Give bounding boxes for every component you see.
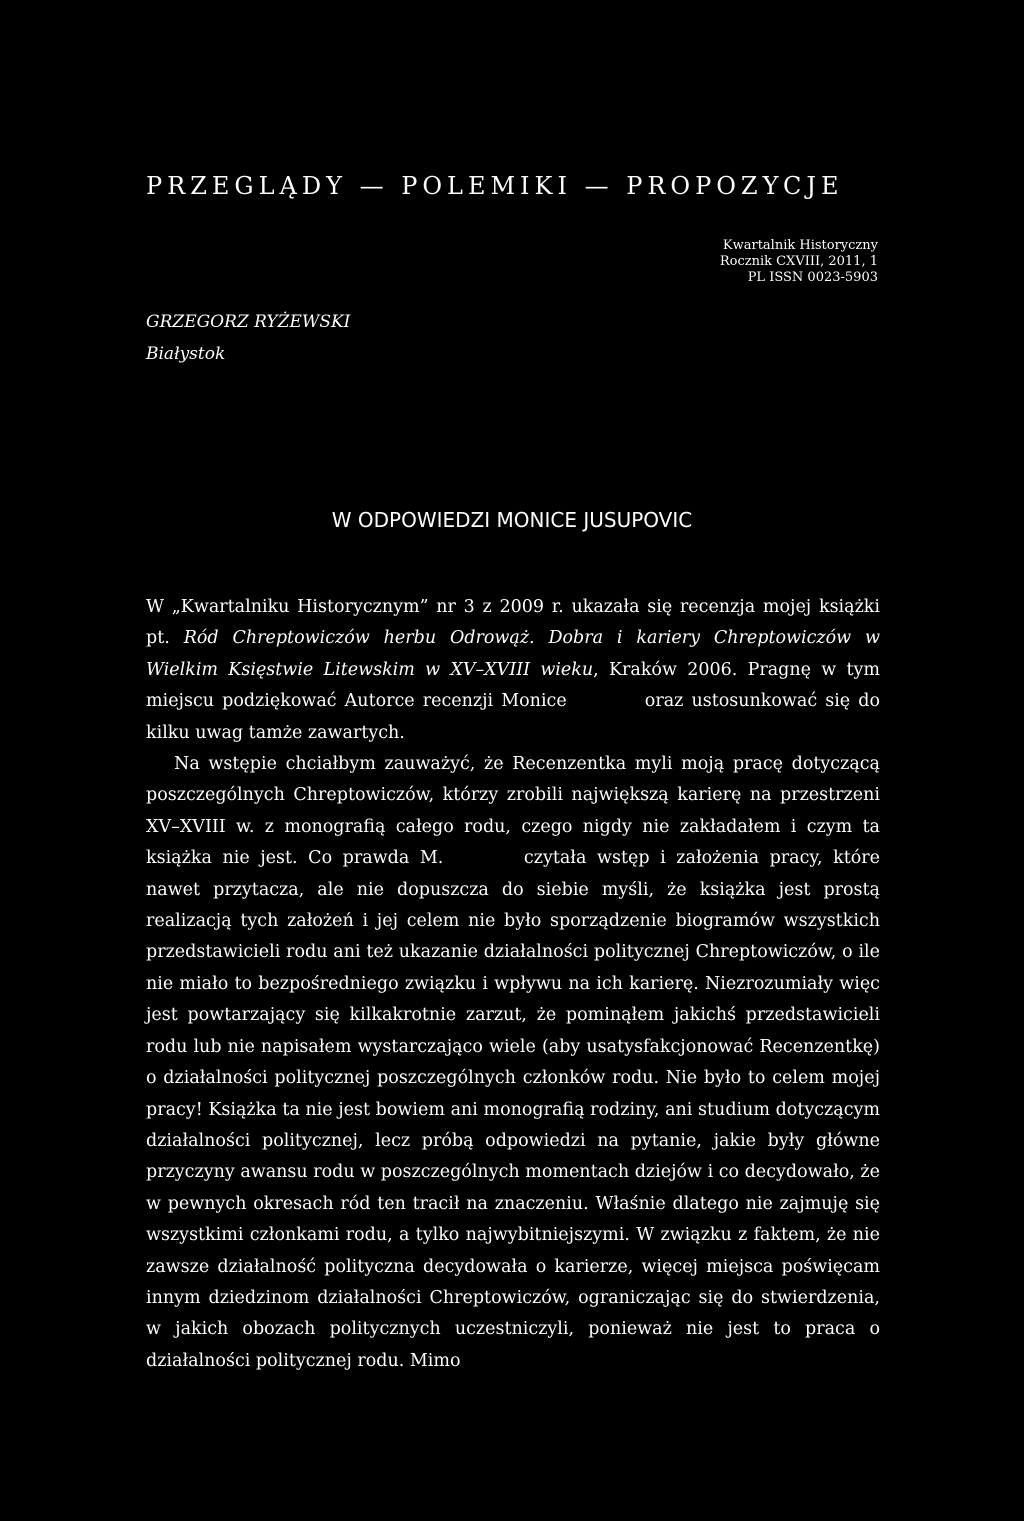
author-block (146, 306, 350, 370)
section-header: PRZEGLĄDY — POLEMIKI — PROPOZYCJE (146, 172, 844, 200)
journal-volume: Rocznik CXVIII, 2011, 1 (719, 254, 878, 269)
paragraph-2 (146, 749, 880, 1377)
author-affiliation: Białystok (146, 344, 226, 364)
paragraph-2-text-2: czytała wstęp i założenia pracy, które nawet przytacza, ale nie dopuszcza do siebie myśli, że książka jest prostą realizacją tych założeń i jej celem nie było sporządzenie biogramów wszystkich przedstawicieli rodu ani też ukazanie działalności politycznej Chreptowiczów, o ile nie miało to bezpośredniego związku i wpływu na ich karierę. Niezrozumiały więc jest powtarzający się kilkakrotnie zarzut, że pominąłem jakichś przedstawicieli rodu lub nie napisałem wystarczająco wiele (aby usatysfakcjonować Recenzentkę) o działalności politycznej poszczególnych członków rodu. Nie było to celem mojej pracy! Książka ta nie jest bowiem ani monografią rodziny, ani studium dotyczącym działalności politycznej, lecz próbą odpowiedzi na pytanie, jakie były główne przyczyny awansu rodu w poszczególnych momentach dziejów i co decydowało, że w pewnych okresach ród ten tracił na znaczeniu. Właśnie dlatego nie zajmuję się wszystkimi członkami rodu, a tylko najwybitniejszymi. W związku z faktem, że nie zawsze działalność polityczna decydowała o karierze, więcej miejsca poświęcam innym dziedzinom działalności Chreptowiczów, ograniczając się do stwierdzenia, w jakich obozach politycznych uczestniczyli, ponieważ nie jest to praca o działalności politycznej rodu. Mimo (146, 848, 880, 1371)
article-body (146, 592, 880, 1377)
article-title: W ODPOWIEDZI MONICE JUSUPOVIC (331, 508, 693, 532)
paragraph-2-text: Na wstępie chciałbym zauważyć, że Recenzentka myli moją pracę dotyczącą poszczególnych Chreptowiczów, którzy zrobili największą karierę na przestrzeni XV–XVIII w. z monografią całego rodu, czego nigdy nie zakładałem i czym ta książka nie jest. Co prawda M. (146, 754, 880, 869)
paragraph-1-text-3: oraz ustosunkować się do kilku uwag tamże zawartych. (146, 691, 880, 743)
journal-name: Kwartalnik Historyczny (722, 238, 878, 253)
journal-issn: PL ISSN 0023-5903 (747, 270, 878, 285)
author-name: GRZEGORZ RYŻEWSKI (146, 312, 351, 332)
paragraph-1-text: W „Kwartalniku Historycznym” nr 3 z 2009 r. ukazała się recenzja mojej książki pt. (146, 597, 880, 649)
book-title: Ród Chreptowiczów herbu Odrowąż. Dobra i kariery Chreptowiczów w Wielkim Księstwie Litewskim w XV–XVIII wieku (146, 628, 880, 680)
journal-info (720, 238, 878, 286)
paragraph-1 (146, 592, 880, 749)
paragraph-1-text-2: , Kraków 2006. Pragnę w tym miejscu podziękować Autorce recenzji Monice (146, 659, 880, 712)
